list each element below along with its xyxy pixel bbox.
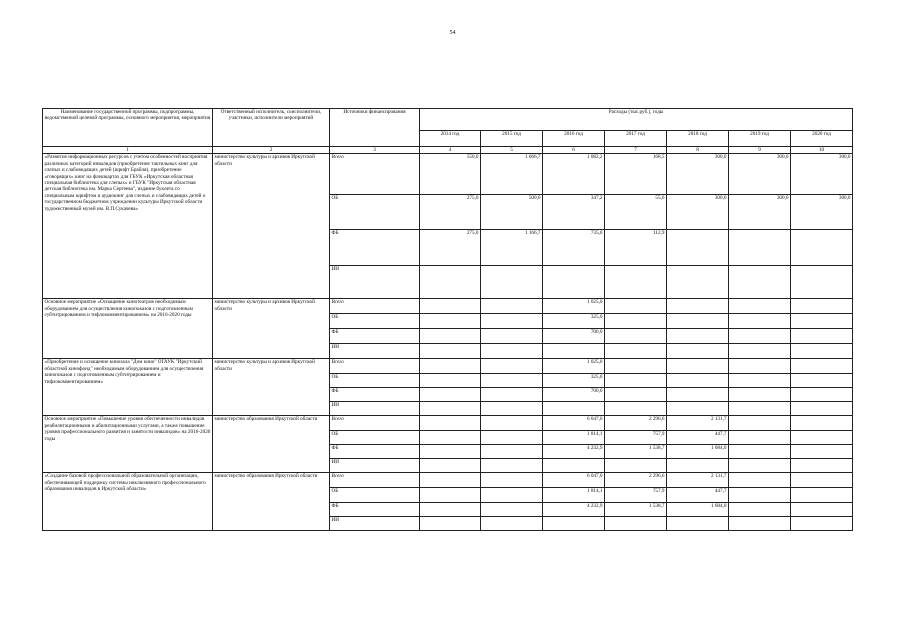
header-year: 2020 год (791, 130, 853, 146)
column-number: 7 (605, 147, 667, 154)
expense-value: 1 025,0 (543, 359, 605, 374)
expense-value: 1 684,0 (667, 445, 729, 459)
funding-source: Всего (330, 299, 420, 314)
expense-value (791, 473, 853, 488)
activity-name: Основное мероприятие «Оснащение кинотеатров необходимым оборудованием для осуществления кинопоказов с подготовленным субтитрированием и тифлокомментированием» на 2016-2020 годы (43, 299, 213, 359)
expense-value: 347,2 (543, 195, 605, 230)
funding-source: ОБ (330, 431, 420, 445)
expense-value (605, 388, 667, 402)
expense-value (481, 503, 543, 517)
table-body (43, 154, 853, 531)
expense-value (791, 299, 853, 314)
responsible-executor: министерство культуры и архивов Иркутской области (213, 154, 330, 299)
column-numbers-row (43, 147, 853, 154)
funding-source: ИИ (330, 459, 420, 473)
expense-value (667, 517, 729, 531)
funding-source: ФБ (330, 445, 420, 459)
expense-value: 757,9 (605, 488, 667, 503)
expense-value: 550,0 (420, 154, 481, 195)
page-number: 54 (449, 30, 456, 36)
expense-value: 300,0 (667, 195, 729, 230)
table-header (43, 109, 853, 154)
funding-source: ИИ (330, 344, 420, 359)
expense-value: 1 814,1 (543, 488, 605, 503)
expense-value (729, 503, 791, 517)
expense-value (420, 344, 481, 359)
expense-value (791, 445, 853, 459)
column-number: 6 (543, 147, 605, 154)
expense-value (605, 344, 667, 359)
expense-value (729, 230, 791, 266)
expense-value: 275,0 (420, 195, 481, 230)
header-responsible: Ответственный исполнитель, соисполнители, участники, исполнители мероприятий (213, 109, 330, 147)
expense-value: 1 166,7 (481, 230, 543, 266)
header-year: 2015 год (481, 130, 543, 146)
expense-value (420, 503, 481, 517)
expense-value (481, 459, 543, 473)
funding-source: Всего (330, 473, 420, 488)
expense-value (605, 266, 667, 299)
expense-value (791, 488, 853, 503)
expense-value (481, 488, 543, 503)
expense-value (791, 344, 853, 359)
expense-value (791, 314, 853, 329)
table-row (43, 359, 853, 374)
expense-value (605, 314, 667, 329)
expense-value: 735,0 (543, 230, 605, 266)
expense-value: 1 082,2 (543, 154, 605, 195)
expense-value (791, 266, 853, 299)
expense-value (729, 402, 791, 416)
expense-value (420, 416, 481, 431)
expense-value: 757,9 (605, 431, 667, 445)
column-number: 4 (420, 147, 481, 154)
expense-value: 1 814,1 (543, 431, 605, 445)
expense-value (729, 329, 791, 344)
expense-value (481, 416, 543, 431)
expense-value (667, 344, 729, 359)
expense-value (543, 517, 605, 531)
expense-value (791, 503, 853, 517)
expense-value (543, 266, 605, 299)
expense-value (729, 374, 791, 388)
column-number: 3 (330, 147, 420, 154)
expense-value (420, 329, 481, 344)
responsible-executor: министерство образования Иркутской области (213, 416, 330, 473)
expense-value (543, 344, 605, 359)
expense-value (481, 388, 543, 402)
expense-value: 300,0 (791, 195, 853, 230)
expense-value (605, 299, 667, 314)
funding-source: ОБ (330, 374, 420, 388)
expense-value (543, 402, 605, 416)
table-row (43, 154, 853, 195)
expense-value (791, 329, 853, 344)
funding-source: ИИ (330, 402, 420, 416)
table-row (43, 299, 853, 314)
activity-name: «Развитие информационных ресурсов с учетом особенностей восприятия различных категорий инвалидов (приобретение тактильных книг для слепых и слабовидящих детей (шрифт Брайля), приобретение «говорящих» книг на флешкартах для ГБУК «Иркутская областная специальная библиотека для слепых» и ГБУК "Иркутская областная детская библиотека им. Марка Сергеева", издание буклета со специальным шрифтом и аудиокниг для слепых и слабовидящих детей о государственном бюджетном учреждении культуры Иркутской области художественный музей им. В.П.Сукачева» (43, 154, 213, 299)
expense-value: 1 538,7 (605, 445, 667, 459)
expense-value (420, 314, 481, 329)
expense-value (605, 459, 667, 473)
expense-value: 700,0 (543, 388, 605, 402)
expense-value (667, 374, 729, 388)
expense-value (481, 402, 543, 416)
expense-value (420, 517, 481, 531)
expense-value (729, 344, 791, 359)
expense-value: 1 666,7 (481, 154, 543, 195)
expense-value: 1 538,7 (605, 503, 667, 517)
expense-value (481, 314, 543, 329)
funding-source: ФБ (330, 329, 420, 344)
expense-value (605, 517, 667, 531)
expense-value (420, 266, 481, 299)
expense-value: 1 684,0 (667, 503, 729, 517)
expense-value (605, 402, 667, 416)
column-number: 10 (791, 147, 853, 154)
activity-name: «Создание базовой профессиональной образовательной организации, обеспечивающей поддержку системы инклюзивного профессионального образования инвалидов в Иркутской области» (43, 473, 213, 531)
expense-value (791, 402, 853, 416)
header-expenses: Расходы (тыс.руб.), годы (420, 109, 853, 131)
expense-value (481, 329, 543, 344)
responsible-executor: министерство культуры и архивов Иркутской области (213, 359, 330, 416)
column-number: 8 (667, 147, 729, 154)
expense-value: 168,5 (605, 154, 667, 195)
expense-value (729, 459, 791, 473)
funding-source: ФБ (330, 230, 420, 266)
expense-value (420, 359, 481, 374)
expense-value (729, 359, 791, 374)
expense-value (481, 266, 543, 299)
expenses-table (42, 108, 853, 531)
expense-value: 447,7 (667, 431, 729, 445)
expense-value (791, 459, 853, 473)
expense-value (729, 388, 791, 402)
expense-value (729, 314, 791, 329)
expense-value (729, 473, 791, 488)
expense-value: 2 131,7 (667, 473, 729, 488)
funding-source: Всего (330, 154, 420, 195)
funding-source: ФБ (330, 388, 420, 402)
activity-name: «Приобретение и оснащение кинозала "Дом кино" ОГАУК "Иркутский областной кинофонд" необходимым оборудованием для осуществления кинопоказов с подготовленным субтитрированием и тифлокомментированием» (43, 359, 213, 416)
expense-value (667, 299, 729, 314)
expense-value (420, 459, 481, 473)
table-row (43, 416, 853, 431)
expense-value (791, 388, 853, 402)
header-source: Источники финансирования (330, 109, 420, 147)
column-number: 1 (43, 147, 213, 154)
funding-source: Всего (330, 416, 420, 431)
funding-source: ФБ (330, 503, 420, 517)
expense-value: 2 131,7 (667, 416, 729, 431)
expense-value (667, 388, 729, 402)
header-year: 2018 год (667, 130, 729, 146)
expense-value (729, 431, 791, 445)
expense-value (420, 488, 481, 503)
expense-value (729, 517, 791, 531)
expense-value (481, 517, 543, 531)
expense-value (605, 329, 667, 344)
expense-value (605, 374, 667, 388)
expense-value: 2 296,6 (605, 416, 667, 431)
expense-value: 6 047,0 (543, 473, 605, 488)
expense-value (667, 402, 729, 416)
expense-value (420, 388, 481, 402)
expense-value (791, 416, 853, 431)
expense-value: 300,0 (729, 195, 791, 230)
header-year: 2016 год (543, 130, 605, 146)
responsible-executor: министерство образования Иркутской области (213, 473, 330, 531)
expense-value (605, 359, 667, 374)
header-name: Наименование государственной программы, подпрограммы, ведомственной целевой программы, основного мероприятия, мероприятия (43, 109, 213, 147)
expense-value (729, 299, 791, 314)
header-year: 2017 год (605, 130, 667, 146)
expense-value (481, 344, 543, 359)
expense-value: 4 232,9 (543, 445, 605, 459)
funding-source: ОБ (330, 314, 420, 329)
expense-value (481, 431, 543, 445)
expense-value: 112,9 (605, 230, 667, 266)
expense-value: 325,0 (543, 374, 605, 388)
expense-value: 1 025,0 (543, 299, 605, 314)
expense-value: 275,0 (420, 230, 481, 266)
activity-name: Основное мероприятие «Повышение уровня обеспеченности инвалидов реабилитационными и абилитационными услугами, а также повышение уровня профессионального развития и занятости инвалидов» на 2016-2020 годы (43, 416, 213, 473)
expense-value (420, 299, 481, 314)
expense-value (791, 431, 853, 445)
expense-value (420, 402, 481, 416)
expense-value (667, 266, 729, 299)
expense-value (791, 230, 853, 266)
expense-value (791, 517, 853, 531)
expense-value (729, 445, 791, 459)
expense-value (420, 374, 481, 388)
responsible-executor: министерство культуры и архивов Иркутской области (213, 299, 330, 359)
funding-source: ИИ (330, 517, 420, 531)
expense-value: 6 047,0 (543, 416, 605, 431)
header-year: 2014 год (420, 130, 481, 146)
column-number: 2 (213, 147, 330, 154)
expense-value: 447,7 (667, 488, 729, 503)
expense-value: 700,0 (543, 329, 605, 344)
expense-value (481, 445, 543, 459)
expense-value (667, 230, 729, 266)
expense-value: 500,0 (481, 195, 543, 230)
expense-value (729, 416, 791, 431)
expense-value: 2 296,6 (605, 473, 667, 488)
expense-value (667, 314, 729, 329)
expense-value (667, 359, 729, 374)
expense-value: 4 232,9 (543, 503, 605, 517)
expense-value (481, 374, 543, 388)
expense-value: 55,6 (605, 195, 667, 230)
expense-value (667, 329, 729, 344)
header-year: 2019 год (729, 130, 791, 146)
funding-source: ОБ (330, 195, 420, 230)
expense-value (420, 445, 481, 459)
expense-value: 300,0 (667, 154, 729, 195)
expense-value (420, 473, 481, 488)
expense-value (481, 359, 543, 374)
column-number: 5 (481, 147, 543, 154)
expense-value (481, 473, 543, 488)
expense-value (667, 459, 729, 473)
expense-value (729, 488, 791, 503)
funding-source: Всего (330, 359, 420, 374)
expense-value: 300,0 (791, 154, 853, 195)
expense-value (481, 299, 543, 314)
expense-value (791, 374, 853, 388)
funding-source: ОБ (330, 488, 420, 503)
expense-value: 300,0 (729, 154, 791, 195)
expense-value (791, 359, 853, 374)
table-row (43, 473, 853, 488)
column-number: 9 (729, 147, 791, 154)
expense-value (543, 459, 605, 473)
expense-value (420, 431, 481, 445)
funding-source: ИИ (330, 266, 420, 299)
expense-value (729, 266, 791, 299)
expense-value: 325,0 (543, 314, 605, 329)
